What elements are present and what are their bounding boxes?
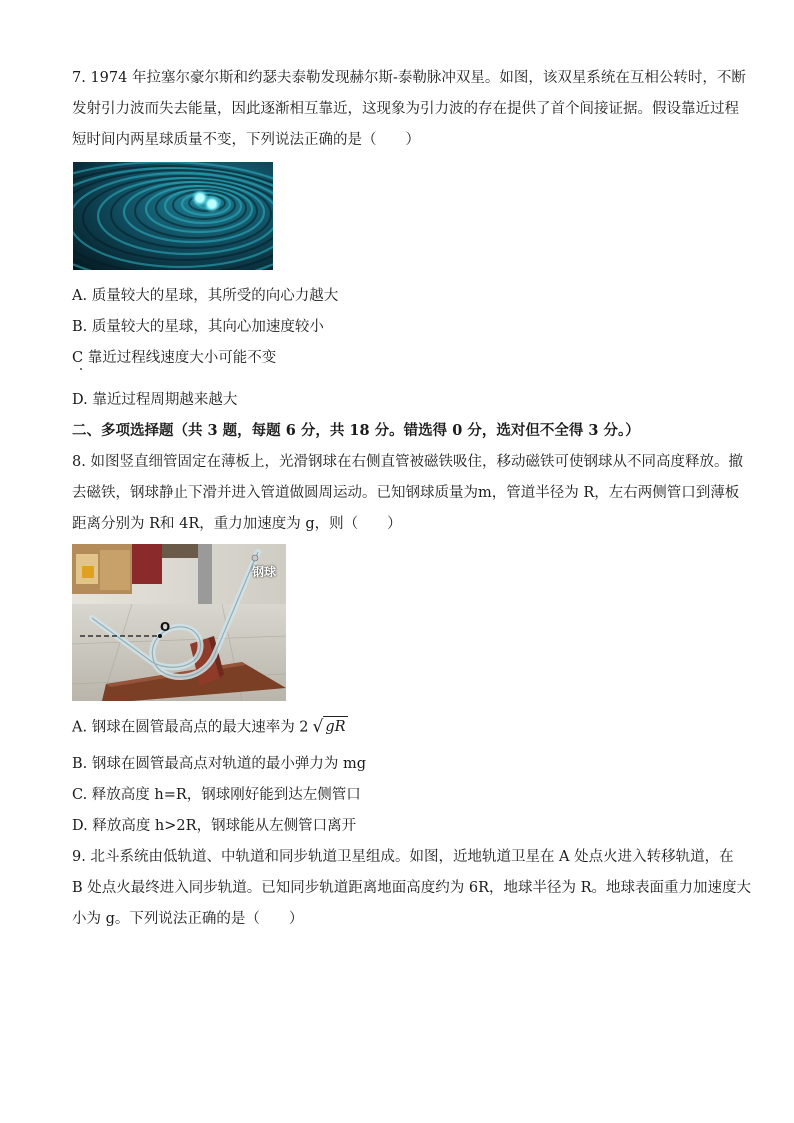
q8-stem-line-1: 8. 如图竖直细管固定在薄板上，光滑钢球在右侧直管被磁铁吸住，移动磁铁可使钢球从不同高度释放。撤 xyxy=(72,454,743,470)
q8-option-b: B. 钢球在圆管最高点对轨道的最小弹力为 mg xyxy=(72,756,367,772)
q8-option-c: C. 释放高度 h=R，钢球刚好能到达左侧管口 xyxy=(72,787,361,803)
q8-option-a-text: A. 钢球在圆管最高点的最大速率为 2 xyxy=(72,719,309,736)
q7-option-b: B. 质量较大的星球，其向心加速度较小 xyxy=(72,319,324,335)
sqrt-sign-icon: √ xyxy=(312,716,324,737)
q9-stem-line-2: B 处点火最终进入同步轨道。已知同步轨道距离地面高度约为 6R，地球半径为 R。地球表面重力加速度大 xyxy=(72,880,752,896)
q8-stem-line-3: 距离分别为 R和 4R，重力加速度为 g，则（ ） xyxy=(72,516,402,532)
sqrt-expression xyxy=(313,716,348,737)
q7-stem-line-2: 发射引力波而失去能量，因此逐渐相互靠近，这现象为引力波的存在提供了首个间接证据。假设靠近过程 xyxy=(72,101,739,117)
label-steel-ball: 钢球 xyxy=(252,565,277,579)
q7-stem-line-1: 7. 1974 年拉塞尔豪尔斯和约瑟夫泰勒发现赫尔斯-泰勒脉冲双星。如图，该双星系统在互相公转时，不断 xyxy=(72,70,746,86)
q7-option-c: C 靠近过程线速度大小可能不变 xyxy=(72,350,277,366)
q7-option-d: D. 靠近过程周期越来越大 xyxy=(72,392,238,408)
q7-stem-line-3: 短时间内两星球质量不变，下列说法正确的是（ ） xyxy=(72,132,420,148)
q9-stem-line-3: 小为 g。下列说法正确的是（ ） xyxy=(72,911,304,927)
q8-stem-line-2: 去磁铁，钢球静止下滑并进入管道做圆周运动。已知钢球质量为m，管道半径为 R，左右两侧管口到薄板 xyxy=(72,485,740,501)
q7-option-a: A. 质量较大的星球，其所受的向心力越大 xyxy=(72,288,339,304)
option-c-dot-mark xyxy=(80,368,82,370)
gravitational-wave-image xyxy=(73,162,273,270)
q8-option-d: D. 释放高度 h>2R，钢球能从左侧管口离开 xyxy=(72,818,357,834)
section-2-heading: 二、多项选择题（共 3 题，每题 6 分，共 18 分。错选得 0 分，选对但不全得 3 分。） xyxy=(72,422,640,439)
sqrt-body: gR xyxy=(323,716,347,737)
label-center-o: O xyxy=(160,620,171,634)
steel-ball-tube-photo xyxy=(72,544,286,701)
q9-stem-line-1: 9. 北斗系统由低轨道、中轨道和同步轨道卫星组成。如图，近地轨道卫星在 A 处点火进入转移轨道，在 xyxy=(72,849,734,865)
q8-option-a xyxy=(72,716,348,738)
